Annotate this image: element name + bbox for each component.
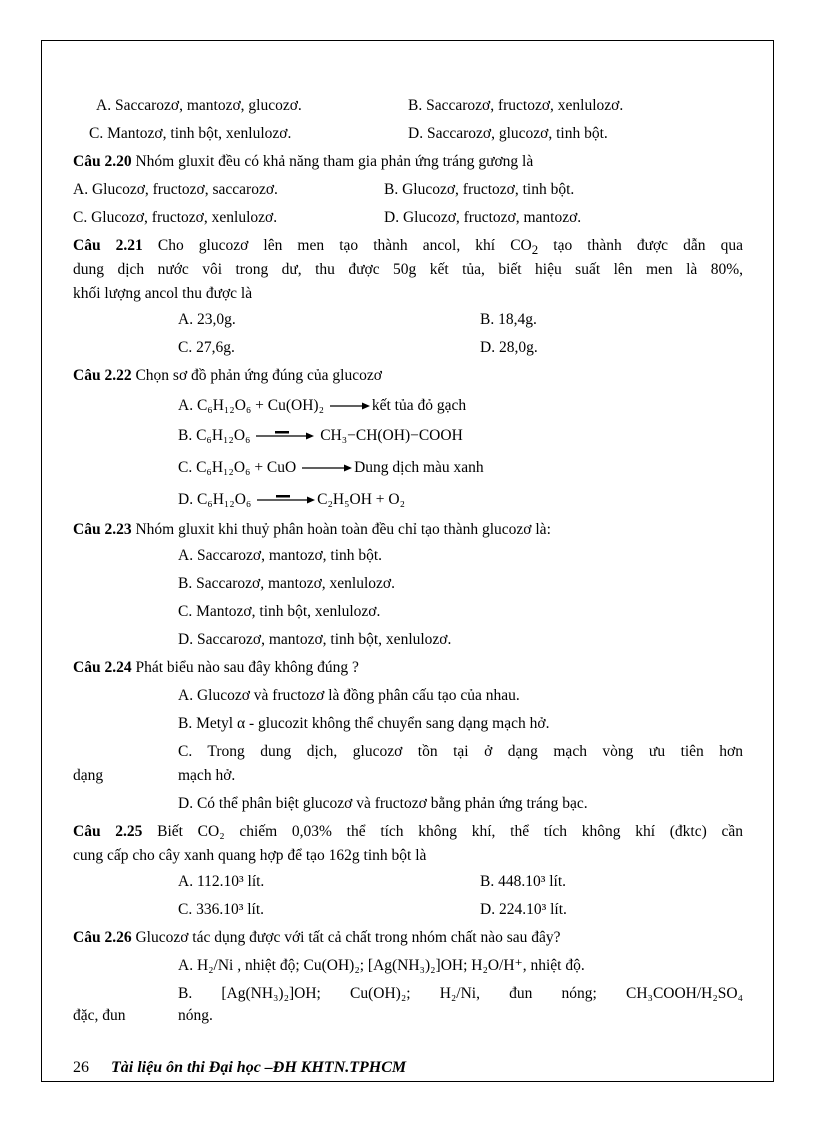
q219-option-d: D. Saccarozơ, glucozơ, tinh bột. bbox=[408, 125, 608, 142]
q220-stem: Nhóm gluxit đều có khả năng tham gia phản ứng tráng gương là bbox=[131, 153, 534, 170]
q221-stem-line-3: khối lượng ancol thu được là bbox=[73, 285, 253, 302]
q220-stem-line bbox=[73, 152, 533, 172]
q222-option-b bbox=[178, 426, 463, 446]
q222-d-letter: D. bbox=[178, 491, 194, 508]
q221-stem-1-sub: 2 bbox=[531, 242, 539, 258]
reaction-arrow-condition-icon bbox=[256, 431, 314, 441]
q220-label: Câu 2.20 bbox=[73, 153, 132, 170]
q225-option-c: C. 336.10³ lít. bbox=[178, 901, 265, 918]
q223-option-a: A. Saccarozơ, mantozơ, tinh bột. bbox=[178, 547, 383, 564]
q221-option-a: A. 23,0g. bbox=[178, 311, 236, 328]
page-number: 26 bbox=[73, 1059, 89, 1076]
q221-stem-1a: Cho glucozơ lên men tạo thành ancol, khí CO bbox=[142, 237, 532, 254]
q225-label: Câu 2.25 bbox=[73, 823, 143, 840]
footer-title: Tài liệu ôn thi Đại học –ĐH KHTN.TPHCM bbox=[111, 1059, 407, 1076]
q224-option-b: B. Metyl α - glucozit không thể chuyển sang dạng mạch hở. bbox=[178, 715, 550, 732]
q223-option-d: D. Saccarozơ, mantozơ, tinh bột, xenlulozơ. bbox=[178, 631, 452, 648]
q223-stem: Nhóm gluxit khi thuỷ phân hoàn toàn đều chỉ tạo thành glucozơ là: bbox=[131, 521, 551, 538]
q220-option-a: A. Glucozơ, fructozơ, saccarozơ. bbox=[73, 181, 278, 198]
reaction-arrow-condition-icon bbox=[257, 495, 315, 505]
q223-option-b: B. Saccarozơ, mantozơ, xenlulozơ. bbox=[178, 575, 395, 592]
q221-option-c: C. 27,6g. bbox=[178, 339, 235, 356]
q224-option-c-line-1: C. Trong dung dịch, glucozơ tồn tại ở dạng mạch vòng ưu tiên hơn bbox=[178, 743, 743, 760]
q221-label: Câu 2.21 bbox=[73, 237, 143, 254]
q222-a-reagent: + Cu(OH)₂ bbox=[251, 397, 324, 414]
q222-option-d bbox=[178, 490, 405, 510]
page-footer bbox=[73, 1058, 406, 1078]
q224-option-c-line-2: mạch hở. bbox=[178, 767, 236, 784]
q226-option-b-line-2: nóng. bbox=[178, 1007, 213, 1024]
q222-a-letter: A. bbox=[178, 397, 194, 414]
q222-d-product: C₂H₅OH + O₂ bbox=[317, 491, 405, 508]
q221-option-b: B. 18,4g. bbox=[480, 311, 537, 328]
q223-option-c: C. Mantozơ, tinh bột, xenlulozơ. bbox=[178, 603, 381, 620]
q225-option-a: A. 112.10³ lít. bbox=[178, 873, 265, 890]
q222-c-reagent: + CuO bbox=[250, 459, 297, 476]
q226-option-b-line-1: B. [Ag(NH₃)₂]OH; Cu(OH)₂; H₂/Ni, đun nóng; CH₃COOH/H₂SO₄ bbox=[178, 985, 743, 1002]
q224-option-c-left: dạng bbox=[73, 767, 104, 784]
q222-b-formula: C₆H₁₂O₆ bbox=[196, 427, 251, 444]
q219-option-a: A. Saccarozơ, mantozơ, glucozơ. bbox=[96, 97, 302, 114]
q222-d-formula: C₆H₁₂O₆ bbox=[196, 491, 252, 508]
q220-option-c: C. Glucozơ, fructozơ, xenlulozơ. bbox=[73, 209, 278, 226]
q222-c-product: Dung dịch màu xanh bbox=[354, 459, 484, 476]
q226-option-a: A. H₂/Ni , nhiệt độ; Cu(OH)₂; [Ag(NH₃)₂]OH; H₂O/H⁺, nhiệt độ. bbox=[178, 957, 585, 974]
q224-label: Câu 2.24 bbox=[73, 659, 132, 676]
q225-stem-1: Biết CO₂ chiếm 0,03% thể tích không khí, thể tích không khí (đktc) cần bbox=[142, 823, 743, 840]
q221-stem-1b: tạo thành được dẫn qua bbox=[538, 237, 743, 254]
q225-option-b: B. 448.10³ lít. bbox=[480, 873, 567, 890]
q219-option-b: B. Saccarozơ, fructozơ, xenlulozơ. bbox=[408, 97, 624, 114]
q222-option-c bbox=[178, 458, 484, 478]
q222-c-letter: C. bbox=[178, 459, 193, 476]
q222-stem-line bbox=[73, 366, 382, 386]
reaction-arrow-icon bbox=[302, 463, 352, 473]
q226-stem: Glucozơ tác dụng được với tất cả chất trong nhóm chất nào sau đây? bbox=[131, 929, 561, 946]
q222-a-formula: C₆H₁₂O₆ bbox=[196, 397, 252, 414]
q222-label: Câu 2.22 bbox=[73, 367, 132, 384]
q219-option-c: C. Mantozơ, tinh bột, xenlulozơ. bbox=[89, 125, 292, 142]
q226-label: Câu 2.26 bbox=[73, 929, 132, 946]
q223-label: Câu 2.23 bbox=[73, 521, 132, 538]
q221-stem-line-1 bbox=[73, 236, 743, 260]
q225-stem-line-2: cung cấp cho cây xanh quang hợp để tạo 162g tinh bột là bbox=[73, 847, 427, 864]
q224-stem-line bbox=[73, 658, 359, 678]
q223-stem-line bbox=[73, 520, 551, 540]
q220-option-b: B. Glucozơ, fructozơ, tinh bột. bbox=[384, 181, 575, 198]
q222-stem: Chọn sơ đồ phản ứng đúng của glucozơ bbox=[131, 367, 382, 384]
q224-option-a: A. Glucozơ và fructozơ là đồng phân cấu tạo của nhau. bbox=[178, 687, 520, 704]
q220-option-d: D. Glucozơ, fructozơ, mantozơ. bbox=[384, 209, 582, 226]
q221-stem-line-2: dung dịch nước vôi trong dư, thu được 50g kết tủa, biết hiệu suất lên men là 80%, bbox=[73, 261, 743, 278]
q221-option-d: D. 28,0g. bbox=[480, 339, 538, 356]
q226-option-b-left: đặc, đun bbox=[73, 1007, 126, 1024]
q222-option-a bbox=[178, 396, 466, 416]
q222-a-product: kết tủa đỏ gạch bbox=[371, 397, 467, 414]
q222-c-formula: C₆H₁₂O₆ bbox=[196, 459, 251, 476]
q225-stem-line-1 bbox=[73, 822, 743, 842]
q226-stem-line bbox=[73, 928, 561, 948]
q222-b-product: CH₃−CH(OH)−COOH bbox=[320, 427, 463, 444]
q224-option-d: D. Có thể phân biệt glucozơ và fructozơ bằng phản ứng tráng bạc. bbox=[178, 795, 588, 812]
q222-b-letter: B. bbox=[178, 427, 193, 444]
q224-stem: Phát biểu nào sau đây không đúng ? bbox=[131, 659, 359, 676]
q225-option-d: D. 224.10³ lít. bbox=[480, 901, 567, 918]
reaction-arrow-icon bbox=[330, 401, 370, 411]
